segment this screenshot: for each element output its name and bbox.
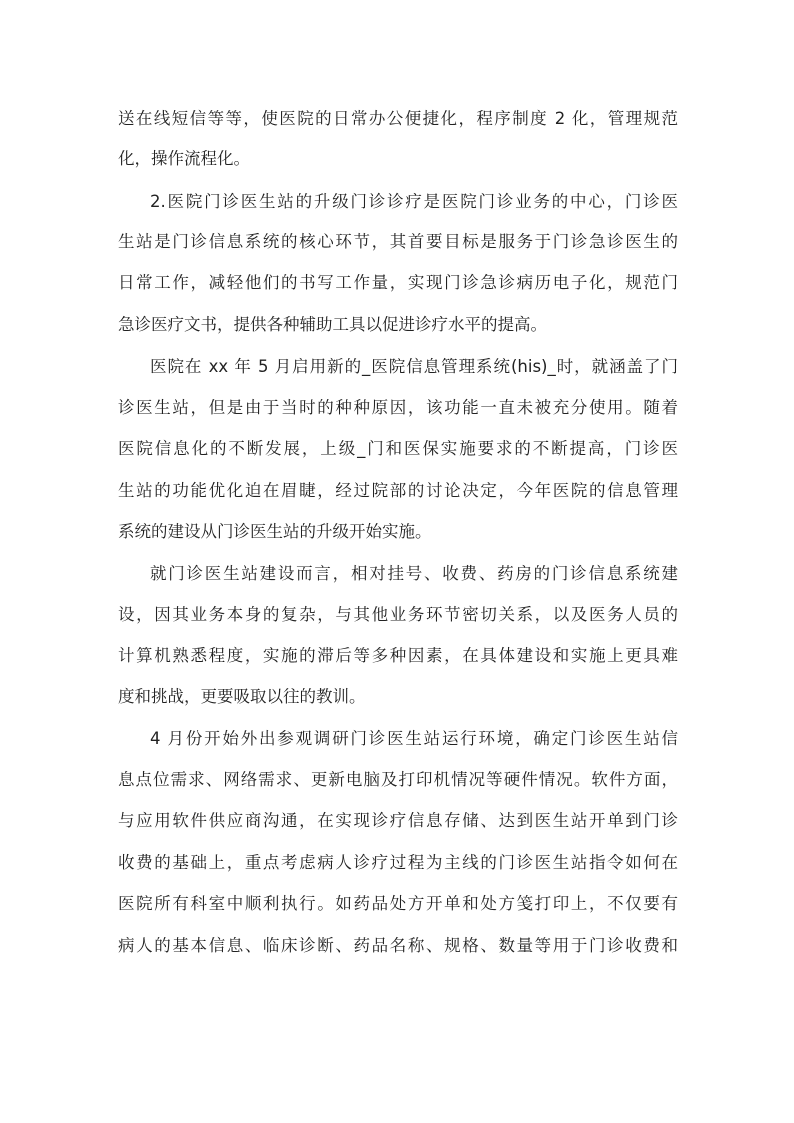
text-line: 就门诊医生站建设而言，相对挂号、收费、药房的门诊信息系统建: [150, 564, 678, 583]
text-line: 息点位需求、网络需求、更新电脑及打印机情况等硬件情况。软件方面，: [118, 770, 678, 789]
text-line: 诊医生站，但是由于当时的种种原因，该功能一直未被充分使用。随着: [118, 398, 678, 417]
text-line: 收费的基础上，重点考虑病人诊疗过程为主线的门诊医生站指令如何在: [118, 853, 678, 872]
text-line: 化，操作流程化。: [118, 149, 250, 168]
text-line: 计算机熟悉程度，实施的滞后等多种因素，在具体建设和实施上更具难: [118, 646, 678, 665]
text-line: 与应用软件供应商沟通，在实现诊疗信息存储、达到医生站开单到门诊: [118, 811, 678, 830]
text-line: 病人的基本信息、临床诊断、药品名称、规格、数量等用于门诊收费和: [118, 936, 678, 955]
text-line: 医院所有科室中顺利执行。如药品处方开单和处方笺打印上，不仅要有: [118, 894, 678, 913]
text-line: 医院在 xx 年 5 月启用新的_医院信息管理系统(his)_时，就涵盖了门: [150, 357, 678, 376]
text-line: 送在线短信等等，使医院的日常办公便捷化，程序制度 2 化，管理规范: [118, 109, 678, 128]
text-line: 设，因其业务本身的复杂，与其他业务环节密切关系，以及医务人员的: [118, 605, 678, 624]
text-line: 系统的建设从门诊医生站的升级开始实施。: [118, 522, 432, 541]
text-line: 生站是门诊信息系统的核心环节，其首要目标是服务于门诊急诊医生的: [118, 232, 678, 251]
text-line: 4 月份开始外出参观调研门诊医生站运行环境，确定门诊医生站信: [150, 729, 678, 748]
text-line: 日常工作，减轻他们的书写工作量，实现门诊急诊病历电子化，规范门: [118, 273, 678, 292]
text-line: 度和挑战，更要吸取以往的教训。: [118, 687, 366, 706]
text-line: 急诊医疗文书，提供各种辅助工具以促进诊疗水平的提高。: [118, 315, 547, 334]
text-line: 医院信息化的不断发展，上级_门和医保实施要求的不断提高，门诊医: [118, 439, 678, 458]
text-line: 生站的功能优化迫在眉睫，经过院部的讨论决定，今年医院的信息管理: [118, 481, 678, 500]
text-line: 2.医院门诊医生站的升级门诊诊疗是医院门诊业务的中心，门诊医: [150, 192, 678, 211]
